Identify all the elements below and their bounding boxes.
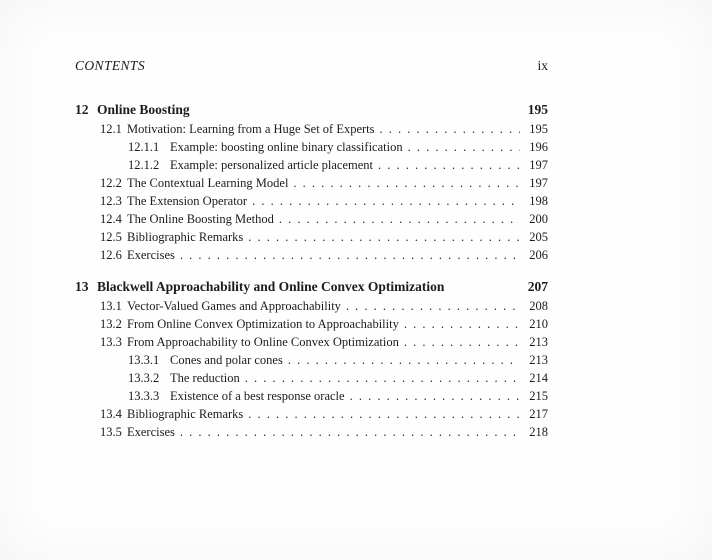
entry-page-number: 197: [529, 158, 548, 172]
entry-number: 13.1: [100, 299, 122, 313]
entry-title: Exercises: [127, 425, 175, 439]
toc-entry-row[interactable]: [75, 174, 548, 192]
entry-title: The Extension Operator: [127, 194, 248, 208]
toc-entry-row[interactable]: [75, 369, 548, 387]
entry-title: From Approachability to Online Convex Optimization: [127, 335, 399, 349]
entry-number: 13.3.2: [128, 371, 160, 385]
entry-page-number: 197: [529, 176, 548, 190]
entry-title: Bibliographic Remarks: [127, 230, 244, 244]
entry-title: Existence of a best response oracle: [170, 389, 345, 403]
dot-leader: [373, 156, 520, 174]
dot-leader: [243, 228, 520, 246]
dot-leader: [341, 297, 520, 315]
toc-entry-row[interactable]: [75, 228, 548, 246]
dot-leader: [399, 315, 520, 333]
entry-title: Bibliographic Remarks: [127, 407, 244, 421]
toc-entry-row[interactable]: [75, 333, 548, 351]
page-text-block: [75, 58, 548, 441]
toc-entry-row[interactable]: [75, 351, 548, 369]
entry-page-number: 200: [529, 212, 548, 226]
dot-leader: [240, 369, 520, 387]
entry-page-number: 206: [529, 248, 548, 262]
chapter-number: 12: [75, 102, 89, 117]
entry-title: Example: personalized article placement: [170, 158, 374, 172]
toc-chapter-row[interactable]: [75, 100, 548, 119]
entry-title: The reduction: [170, 371, 240, 385]
toc-entry-row[interactable]: [75, 387, 548, 405]
chapter-page-number: 195: [527, 102, 548, 117]
dot-leader: [175, 246, 520, 264]
entry-title: Exercises: [127, 248, 175, 262]
toc-entry-row[interactable]: [75, 246, 548, 264]
entry-page-number: 208: [529, 299, 548, 313]
toc-entry-row[interactable]: [75, 120, 548, 138]
toc-entry-row[interactable]: [75, 138, 548, 156]
toc-entry-row[interactable]: [75, 315, 548, 333]
toc-chapter: [75, 277, 548, 441]
entry-number: 13.2: [100, 317, 122, 331]
running-head-title: CONTENTS: [75, 58, 145, 73]
toc-entry-row[interactable]: [75, 210, 548, 228]
entry-number: 12.6: [100, 248, 122, 262]
entry-number: 12.1.2: [128, 158, 160, 172]
entry-page-number: 215: [529, 389, 548, 403]
toc-entry-row[interactable]: [75, 156, 548, 174]
dot-leader: [375, 120, 520, 138]
dot-leader: [175, 423, 520, 441]
entry-title: Motivation: Learning from a Huge Set of Experts: [127, 122, 375, 136]
chapter-title: Blackwell Approachability and Online Convex Optimization: [97, 279, 445, 294]
dot-leader: [399, 333, 520, 351]
entry-number: 13.3.1: [128, 353, 160, 367]
dot-leader: [283, 351, 520, 369]
entry-number: 12.2: [100, 176, 122, 190]
entry-number: 13.3: [100, 335, 122, 349]
entry-page-number: 195: [529, 122, 548, 136]
entry-number: 12.3: [100, 194, 122, 208]
entry-page-number: 218: [529, 425, 548, 439]
entry-page-number: 217: [529, 407, 548, 421]
entry-number: 12.1.1: [128, 140, 160, 154]
dot-leader: [247, 192, 520, 210]
entry-number: 12.1: [100, 122, 122, 136]
entry-title: From Online Convex Optimization to Approachability: [127, 317, 399, 331]
entry-title: Example: boosting online binary classification: [170, 140, 403, 154]
toc-entry-row[interactable]: [75, 423, 548, 441]
chapter-number: 13: [75, 279, 89, 294]
toc-entry-row[interactable]: [75, 297, 548, 315]
entry-number: 12.5: [100, 230, 122, 244]
entry-title: Vector-Valued Games and Approachability: [127, 299, 341, 313]
entry-page-number: 214: [529, 371, 548, 385]
toc-chapter: [75, 100, 548, 264]
entry-number: 13.5: [100, 425, 122, 439]
toc-entry-row[interactable]: [75, 192, 548, 210]
dot-leader: [243, 405, 520, 423]
dot-leader: [288, 174, 520, 192]
entry-page-number: 198: [529, 194, 548, 208]
chapter-entries: [75, 297, 548, 441]
entry-number: 13.4: [100, 407, 122, 421]
entry-page-number: 213: [529, 335, 548, 349]
entry-title: The Online Boosting Method: [127, 212, 274, 226]
entry-page-number: 210: [529, 317, 548, 331]
chapter-entries: [75, 120, 548, 264]
dot-leader: [274, 210, 520, 228]
running-head: [75, 58, 548, 74]
page-number-roman: ix: [537, 58, 548, 73]
entry-number: 13.3.3: [128, 389, 160, 403]
entry-page-number: 205: [529, 230, 548, 244]
dot-leader: [345, 387, 520, 405]
chapter-page-number: 207: [527, 279, 548, 294]
table-of-contents: [75, 100, 548, 441]
entry-title: Cones and polar cones: [170, 353, 283, 367]
entry-number: 12.4: [100, 212, 122, 226]
entry-page-number: 196: [529, 140, 548, 154]
dot-leader: [403, 138, 520, 156]
chapter-title: Online Boosting: [97, 102, 190, 117]
toc-entry-row[interactable]: [75, 405, 548, 423]
toc-chapter-row[interactable]: [75, 277, 548, 296]
entry-page-number: 213: [529, 353, 548, 367]
entry-title: The Contextual Learning Model: [127, 176, 289, 190]
